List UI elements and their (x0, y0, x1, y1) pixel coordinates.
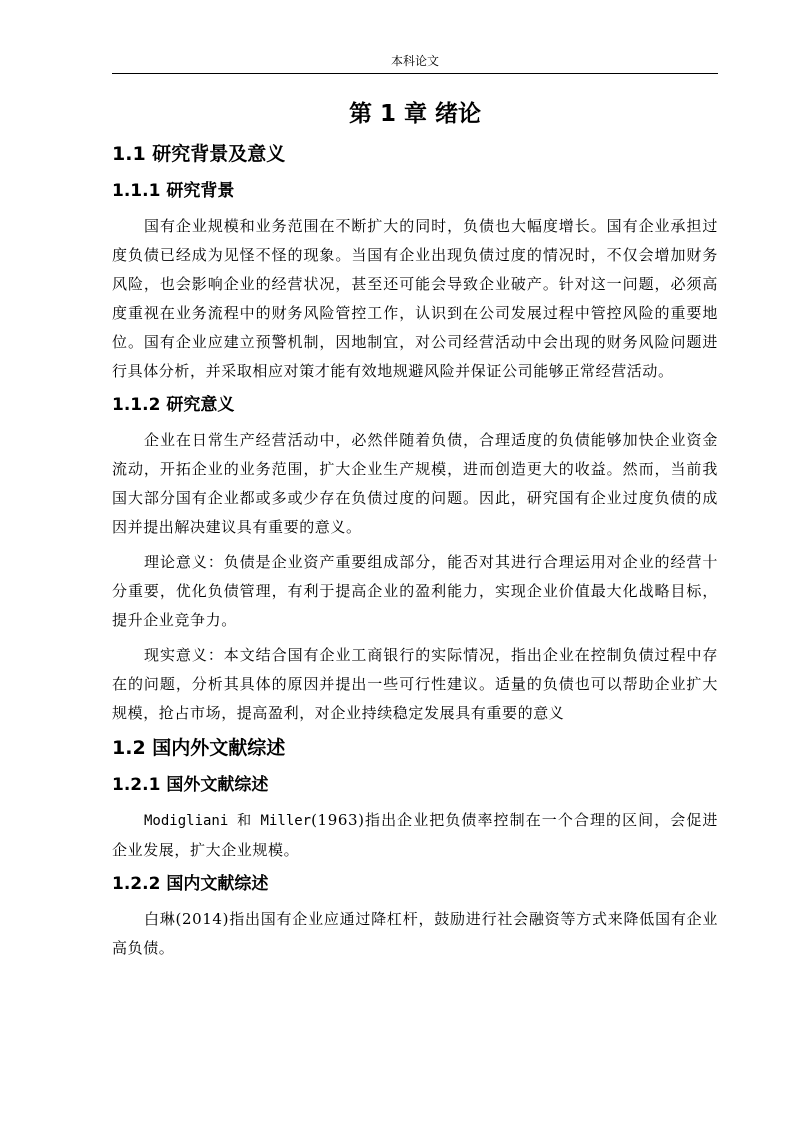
section-heading-1-2-2: 1.2.2 国内文献综述 (112, 874, 269, 894)
cited-authors: Modigliani 和 Miller (144, 813, 312, 829)
running-header: 本科论文 (390, 54, 439, 68)
section-heading-1-1: 1.1 研究背景及意义 (112, 143, 286, 165)
paragraph-theoretical-significance: 理论意义：负债是企业资产重要组成部分，能否对其进行合理运用对企业的经营十分重要，优化负债管理，有利于提高企业的盈利能力，实现企业价值最大化战略目标，提升企业竞争力。 (112, 553, 718, 629)
paragraph-practical-significance: 现实意义：本文结合国有企业工商银行的实际情况，指出企业在控制负债过程中存在的问题，分析其具体的原因并提出一些可行性建议。适量的负债也可以帮助企业扩大规模，抢占市场，提高盈利，对企业持续稳定发展具有重要的意义 (112, 646, 718, 722)
paragraph-foreign-literature-text: (1963)指出企业把负债率控制在一个合理的区间，会促进企业发展，扩大企业规模。 (112, 811, 718, 859)
section-heading-1-2-1: 1.2.1 国外文献综述 (112, 775, 269, 795)
section-heading-1-2: 1.2 国内外文献综述 (112, 737, 286, 759)
paragraph-domestic-literature: 白琳(2014)指出国有企业应通过降杠杆，鼓励进行社会融资等方式来降低国有企业高负债。 (112, 910, 718, 957)
paragraph-foreign-literature (112, 806, 718, 865)
paragraph-research-background: 国有企业规模和业务范围在不断扩大的同时，负债也大幅度增长。国有企业承担过度负债已经成为见怪不怪的现象。当国有企业出现负债过度的情况时，不仅会增加财务风险，也会影响企业的经营状况，甚至还可能会导致企业破产。针对这一问题，必须高度重视在业务流程中的财务风险管控工作，认识到在公司发展过程中管控风险的重要地位。国有企业应建立预警机制，因地制宜，对公司经营活动中会出现的财务风险问题进行具体分析，并采取相应对策才能有效地规避风险并保证公司能够正常经营活动。 (112, 217, 718, 380)
header-divider (112, 73, 718, 74)
paragraph-research-significance: 企业在日常生产经营活动中，必然伴随着负债，合理适度的负债能够加快企业资金流动，开拓企业的业务范围，扩大企业生产规模，进而创造更大的收益。然而，当前我国大部分国有企业都或多或少存在负债过度的问题。因此，研究国有企业过度负债的成因并提出解决建议具有重要的意义。 (112, 431, 718, 536)
page-content (112, 96, 718, 969)
section-heading-1-1-2: 1.1.2 研究意义 (112, 395, 235, 415)
section-heading-1-1-1: 1.1.1 研究背景 (112, 181, 235, 201)
chapter-title: 第 1 章 绪论 (348, 101, 482, 127)
